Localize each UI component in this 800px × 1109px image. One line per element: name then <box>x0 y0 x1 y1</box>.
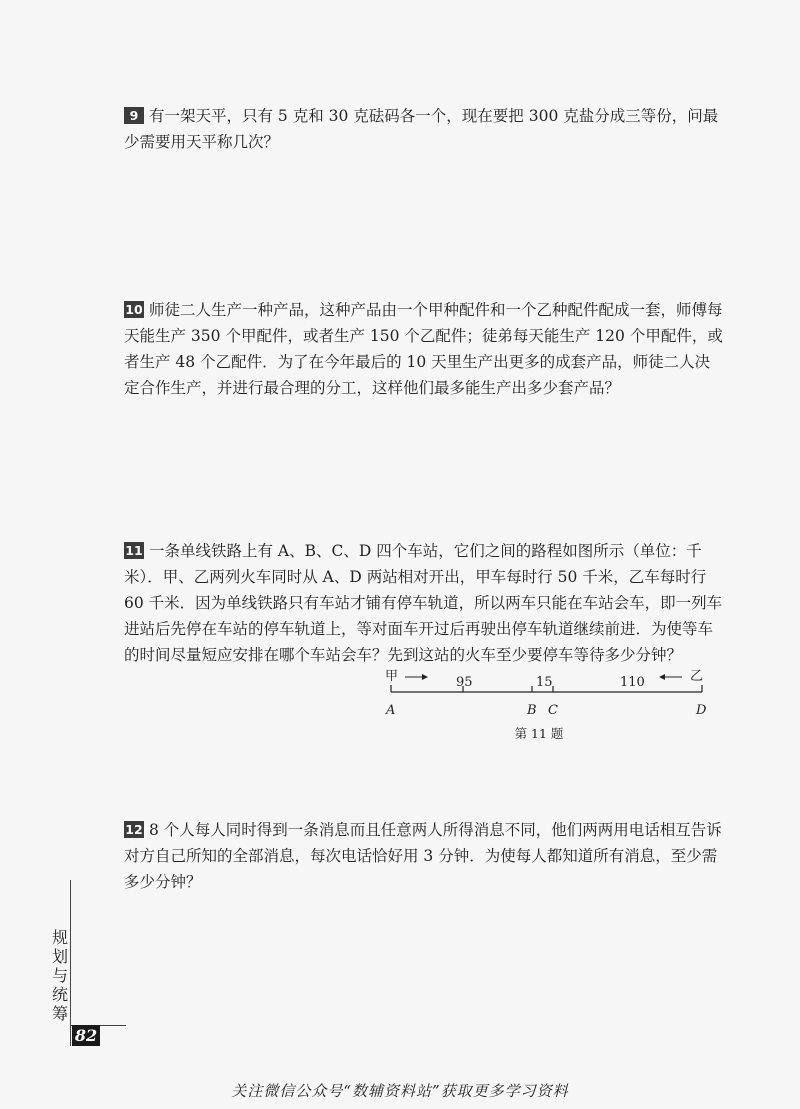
problem-12 <box>124 817 724 895</box>
station-d-label: D <box>696 703 707 718</box>
sidebar-divider <box>70 880 71 1046</box>
problem-number-badge: 12 <box>125 822 143 837</box>
chapter-title: 规划与统筹 <box>51 928 68 1023</box>
station-a-label: A <box>386 703 396 718</box>
number-line-svg <box>372 664 722 724</box>
footer-notice: 关注微信公众号“数辅资料站”获取更多学习资料 <box>231 1082 569 1100</box>
segment-cd-label: 110 <box>620 675 645 690</box>
problem-text: 师徒二人生产一种产品，这种产品由一个甲种配件和一个乙种配件配成一套，师傅每天能生产 350 个甲配件，或者生产 150 个乙配件；徒弟每天能生产 120 个甲配件，或者生产 48 个乙配件．为了在今年最后的 10 天里生产出更多的成套产品，师徒二人决定合作生产，并进行最合理的分工，这样他们最多能生产出多少套产品？ <box>124 301 723 397</box>
segment-ab-label: 95 <box>456 675 473 690</box>
problem-text: 8 个人每人同时得到一条消息而且任意两人所得消息不同，他们两两用电话相互告诉对方自己所知的全部消息，每次电话恰好用 3 分钟．为使每人都知道所有消息，至少需多少分钟？ <box>124 821 722 891</box>
problem-number-badge: 10 <box>125 302 143 317</box>
station-distance-figure <box>372 664 722 748</box>
problem-number-badge: 9 <box>124 107 144 124</box>
arrow-left-head-icon <box>659 674 665 680</box>
arrow-right-head-icon <box>422 674 428 680</box>
problem-9 <box>124 103 724 155</box>
problem-10 <box>124 297 724 401</box>
page-number: 82 <box>72 1025 100 1046</box>
station-c-label: C <box>548 703 558 718</box>
problem-11 <box>124 538 724 668</box>
problem-number-badge: 11 <box>125 543 143 558</box>
train-yi-label: 乙 <box>690 669 704 684</box>
station-b-label: B <box>527 703 537 718</box>
figure-caption: 第 11 题 <box>514 726 564 741</box>
train-jia-label: 甲 <box>385 669 399 684</box>
problem-text: 有一架天平，只有 5 克和 30 克砝码各一个，现在要把 300 克盐分成三等份，问最少需要用天平称几次？ <box>124 107 719 151</box>
problem-text: 一条单线铁路上有 A、B、C、D 四个车站，它们之间的路程如图所示（单位：千米）．甲、乙两列火车同时从 A、D 两站相对开出，甲车每时行 50 千米，乙车每时行 60 千米．因为单线铁路只有车站才铺有停车轨道，所以两车只能在车站会车，即一列车进站后先停在车站的停车轨道上，等对面车开过后再驶出停车轨道继续前进．为使等车的时间尽量短应安排在哪个车站会车？先到这站的火车至少要停车等待多少分钟？ <box>124 542 723 664</box>
segment-bc-label: 15 <box>536 675 553 690</box>
